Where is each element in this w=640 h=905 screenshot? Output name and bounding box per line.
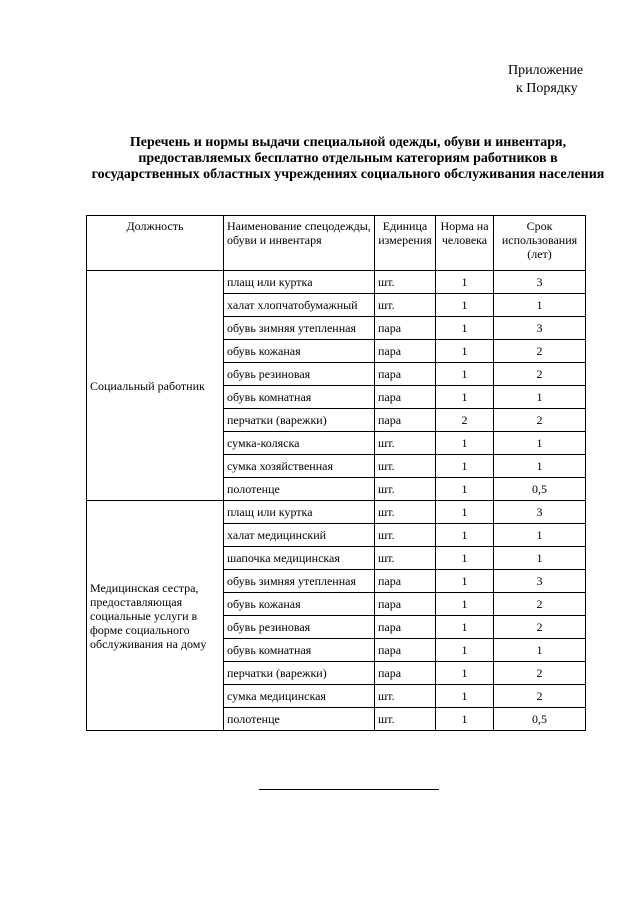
unit-cell: шт. [375, 271, 436, 294]
norm-cell: 1 [436, 639, 494, 662]
norm-cell: 1 [436, 386, 494, 409]
header-norm: Норма на человека [436, 216, 494, 271]
norm-cell: 1 [436, 662, 494, 685]
unit-cell: пара [375, 616, 436, 639]
item-cell: сумка хозяйственная [224, 455, 375, 478]
unit-cell: шт. [375, 432, 436, 455]
unit-cell: пара [375, 340, 436, 363]
unit-cell: шт. [375, 478, 436, 501]
item-cell: халат хлопчатобумажный [224, 294, 375, 317]
norms-table [86, 215, 586, 731]
norm-cell: 1 [436, 340, 494, 363]
item-cell: халат медицинский [224, 524, 375, 547]
term-cell: 1 [494, 432, 586, 455]
norm-cell: 1 [436, 685, 494, 708]
term-cell: 1 [494, 639, 586, 662]
norm-cell: 1 [436, 271, 494, 294]
term-cell: 3 [494, 501, 586, 524]
unit-cell: шт. [375, 455, 436, 478]
unit-cell: шт. [375, 547, 436, 570]
item-cell: сумка-коляска [224, 432, 375, 455]
appendix-line-1: Приложение [508, 63, 584, 78]
item-cell: обувь зимняя утепленная [224, 317, 375, 340]
norm-cell: 1 [436, 432, 494, 455]
unit-cell: шт. [375, 685, 436, 708]
item-cell: обувь резиновая [224, 616, 375, 639]
item-cell: полотенце [224, 708, 375, 731]
term-cell: 0,5 [494, 478, 586, 501]
unit-cell: шт. [375, 524, 436, 547]
term-cell: 1 [494, 294, 586, 317]
term-cell: 3 [494, 317, 586, 340]
unit-cell: пара [375, 386, 436, 409]
norm-cell: 1 [436, 570, 494, 593]
signature-line [259, 789, 439, 790]
table-row [87, 271, 586, 294]
unit-cell: пара [375, 409, 436, 432]
item-cell: обувь комнатная [224, 386, 375, 409]
term-cell: 3 [494, 570, 586, 593]
header-item: Наименование спецодежды, обуви и инвентаря [224, 216, 375, 271]
norm-cell: 2 [436, 409, 494, 432]
term-cell: 1 [494, 547, 586, 570]
position-cell: Медицинская сестра, предоставляющая социальные услуги в форме социального обслуживания на дому [87, 501, 224, 731]
unit-cell: пара [375, 317, 436, 340]
item-cell: обувь комнатная [224, 639, 375, 662]
norm-cell: 1 [436, 593, 494, 616]
table-header-row [87, 216, 586, 271]
term-cell: 2 [494, 685, 586, 708]
norm-cell: 1 [436, 708, 494, 731]
norm-cell: 1 [436, 501, 494, 524]
unit-cell: шт. [375, 708, 436, 731]
item-cell: плащ или куртка [224, 271, 375, 294]
unit-cell: пара [375, 593, 436, 616]
norm-cell: 1 [436, 524, 494, 547]
term-cell: 1 [494, 455, 586, 478]
unit-cell: пара [375, 639, 436, 662]
term-cell: 3 [494, 271, 586, 294]
norm-cell: 1 [436, 455, 494, 478]
term-cell: 2 [494, 363, 586, 386]
term-cell: 0,5 [494, 708, 586, 731]
term-cell: 2 [494, 593, 586, 616]
item-cell: полотенце [224, 478, 375, 501]
header-term: Срок использования (лет) [494, 216, 586, 271]
norm-cell: 1 [436, 317, 494, 340]
term-cell: 2 [494, 409, 586, 432]
item-cell: обувь кожаная [224, 593, 375, 616]
unit-cell: пара [375, 363, 436, 386]
unit-cell: пара [375, 662, 436, 685]
term-cell: 2 [494, 662, 586, 685]
unit-cell: пара [375, 570, 436, 593]
term-cell: 2 [494, 340, 586, 363]
table-row [87, 501, 586, 524]
position-cell: Социальный работник [87, 271, 224, 501]
table-body [87, 271, 586, 731]
item-cell: перчатки (варежки) [224, 662, 375, 685]
unit-cell: шт. [375, 501, 436, 524]
norm-cell: 1 [436, 363, 494, 386]
item-cell: обувь резиновая [224, 363, 375, 386]
term-cell: 1 [494, 524, 586, 547]
appendix-line-2: к Порядку [516, 81, 578, 96]
document-title: Перечень и нормы выдачи специальной одежды, обуви и инвентаря, предоставляемых бесплатно отдельным категориям работников в государственных областных учреждениях социального обслуживания населения [91, 135, 605, 182]
term-cell: 1 [494, 386, 586, 409]
item-cell: плащ или куртка [224, 501, 375, 524]
header-unit: Единица измерения [375, 216, 436, 271]
unit-cell: шт. [375, 294, 436, 317]
norm-cell: 1 [436, 616, 494, 639]
appendix-caption [508, 62, 583, 98]
term-cell: 2 [494, 616, 586, 639]
norm-cell: 1 [436, 547, 494, 570]
norm-cell: 1 [436, 478, 494, 501]
norm-cell: 1 [436, 294, 494, 317]
header-position: Должность [87, 216, 224, 271]
item-cell: обувь кожаная [224, 340, 375, 363]
item-cell: обувь зимняя утепленная [224, 570, 375, 593]
item-cell: сумка медицинская [224, 685, 375, 708]
item-cell: перчатки (варежки) [224, 409, 375, 432]
item-cell: шапочка медицинская [224, 547, 375, 570]
